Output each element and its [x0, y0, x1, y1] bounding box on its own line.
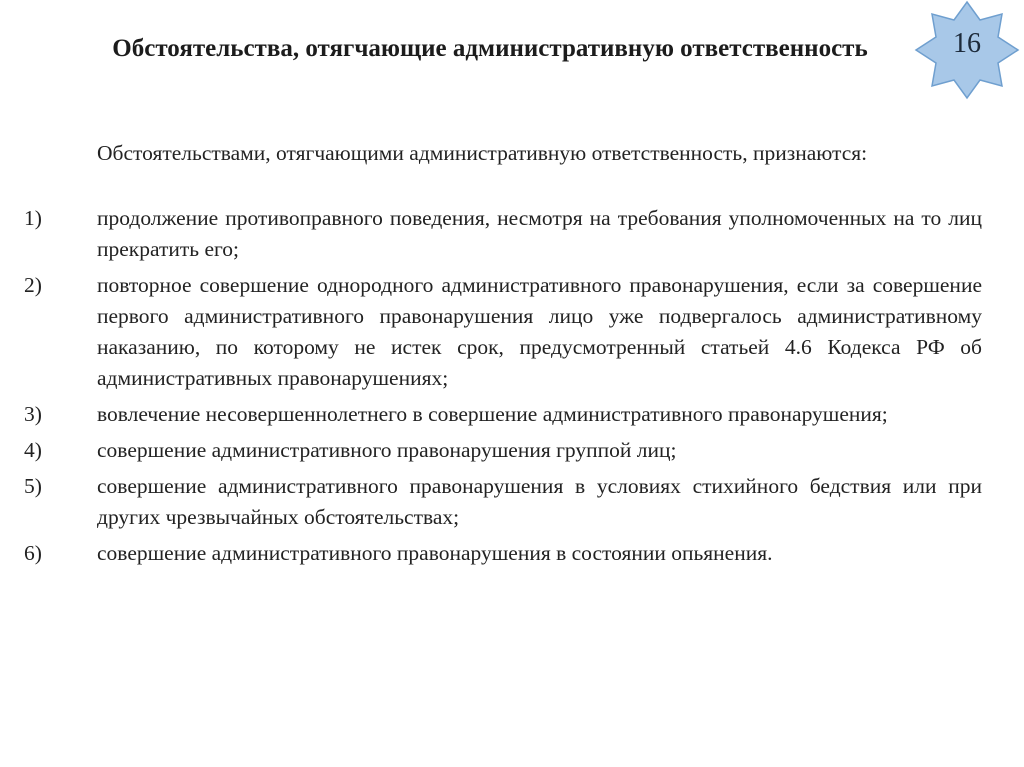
list-item [24, 538, 982, 569]
page-number: 16 [953, 28, 981, 59]
list-item-number: 3) [24, 402, 42, 426]
list-item-number: 5) [24, 474, 42, 498]
list-item-text: совершение административного правонарушения в условиях стихийного бедствия или при других чрезвычайных обстоятельствах; [97, 474, 982, 529]
list-item-number: 1) [24, 206, 42, 230]
list-item [24, 203, 982, 265]
list-item-number: 6) [24, 541, 42, 565]
intro-paragraph: Обстоятельствами, отягчающими административную ответственность, признаются: [97, 141, 868, 165]
slide-title: Обстоятельства, отягчающие административную ответственность [112, 35, 868, 62]
list-item [24, 270, 982, 394]
list-item-number: 4) [24, 438, 42, 462]
list-item-number: 2) [24, 273, 42, 297]
list-item [24, 399, 982, 430]
page-number-badge [914, 0, 1020, 100]
list-item-text: продолжение противоправного поведения, несмотря на требования уполномоченных на то лиц прекратить его; [97, 206, 982, 261]
circumstances-list [24, 203, 982, 574]
list-item-text: вовлечение несовершеннолетнего в совершение административного правонарушения; [97, 402, 888, 426]
list-item-text: совершение административного правонарушения группой лиц; [97, 438, 677, 462]
list-item [24, 435, 982, 466]
list-item-text: повторное совершение однородного административного правонарушения, если за совершение первого административного правонарушения лицо уже подвергалось административному наказанию, по которому не истек срок, предусмотренный статьей 4.6 Кодекса РФ об административных правонарушениях; [97, 273, 982, 390]
list-item [24, 471, 982, 533]
list-item-text: совершение административного правонарушения в состоянии опьянения. [97, 541, 773, 565]
